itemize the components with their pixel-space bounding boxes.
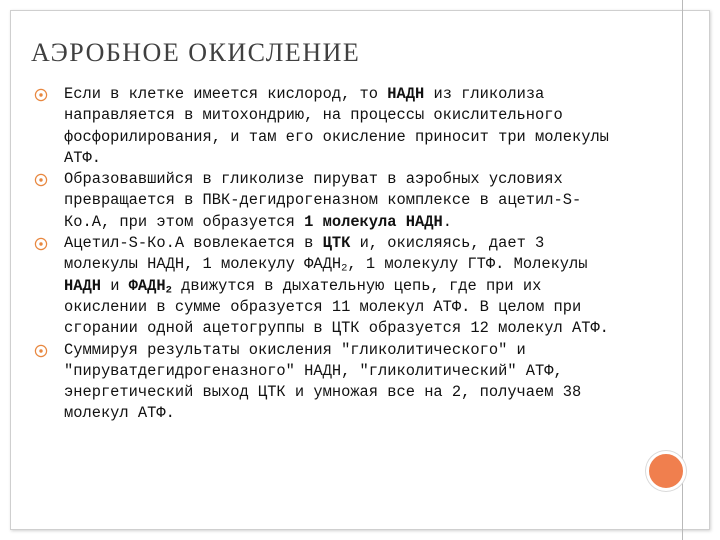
- bullet-2-text: Образовавшийся в гликолизе пируват в аэробных условиях превращается в ПВК-дегидрогеназном комплексе в ацетил-S-Ко.А, при этом образуется: [64, 170, 582, 231]
- bullet-1-text-rest: из гликолиза направляется в митохондрию, на процессы окислительного фосфорилирования, и там его окисление приносит три молекулы АТФ.: [64, 85, 609, 167]
- bullet-3-bold-fadh: [129, 277, 172, 295]
- bullet-item-3: [34, 233, 624, 339]
- orange-circle-decoration: [646, 451, 686, 491]
- bullet-3-subscript-1: 2: [341, 262, 348, 275]
- bullet-3-subscript-2: 2: [165, 284, 172, 297]
- circle-with-dot-icon: [34, 237, 48, 251]
- bullet-3-text-2: и, окисляясь, дает 3 молекулы НАДН, 1 молекулу ФАДН: [64, 234, 545, 274]
- bullet-2-text-end: .: [442, 212, 452, 231]
- bullet-3-bold-fadh-text: ФАДН: [128, 276, 166, 295]
- bullet-4-text: Суммируя результаты окисления "гликолитического" и "пируватдегидрогеназного" НАДН, "гликолитический" АТФ, энергетический выход ЦТК и умножая все на 2, получаем 38 молекул АТФ.: [64, 340, 582, 423]
- bullet-item-1: [34, 84, 624, 169]
- bullet-3-text-4: и: [100, 276, 129, 295]
- bullet-list: [34, 84, 624, 425]
- bullet-3-text-3: , 1 молекулу ГТФ. Молекулы: [347, 255, 588, 274]
- bullet-3-bold-nadh: НАДН: [64, 276, 101, 295]
- circle-with-dot-icon: [34, 88, 48, 102]
- bullet-item-4: [34, 340, 624, 425]
- bullet-3-bold-tck: ЦТК: [322, 234, 351, 253]
- slide-title: АЭРОБНОЕ ОКИСЛЕНИЕ: [31, 38, 361, 67]
- circle-with-dot-icon: [34, 173, 48, 187]
- bullet-1-bold-nadh: НАДН: [387, 85, 425, 103]
- bullet-3-text-5: движутся в дыхательную цепь, где при их окислении в сумме образуется 11 молекул АТФ. В целом при сгорании одной ацетогруппы в ЦТК образуется 12 молекул АТФ.: [64, 276, 609, 338]
- bullet-2-bold-one-nadh: 1 молекула НАДН: [304, 212, 443, 231]
- bullet-3-text: Ацетил-S-Ко.А вовлекается в: [64, 234, 323, 253]
- bullet-1-text: Если в клетке имеется кислород, то: [64, 85, 388, 103]
- circle-with-dot-icon: [34, 344, 48, 358]
- bullet-item-2: [34, 169, 624, 233]
